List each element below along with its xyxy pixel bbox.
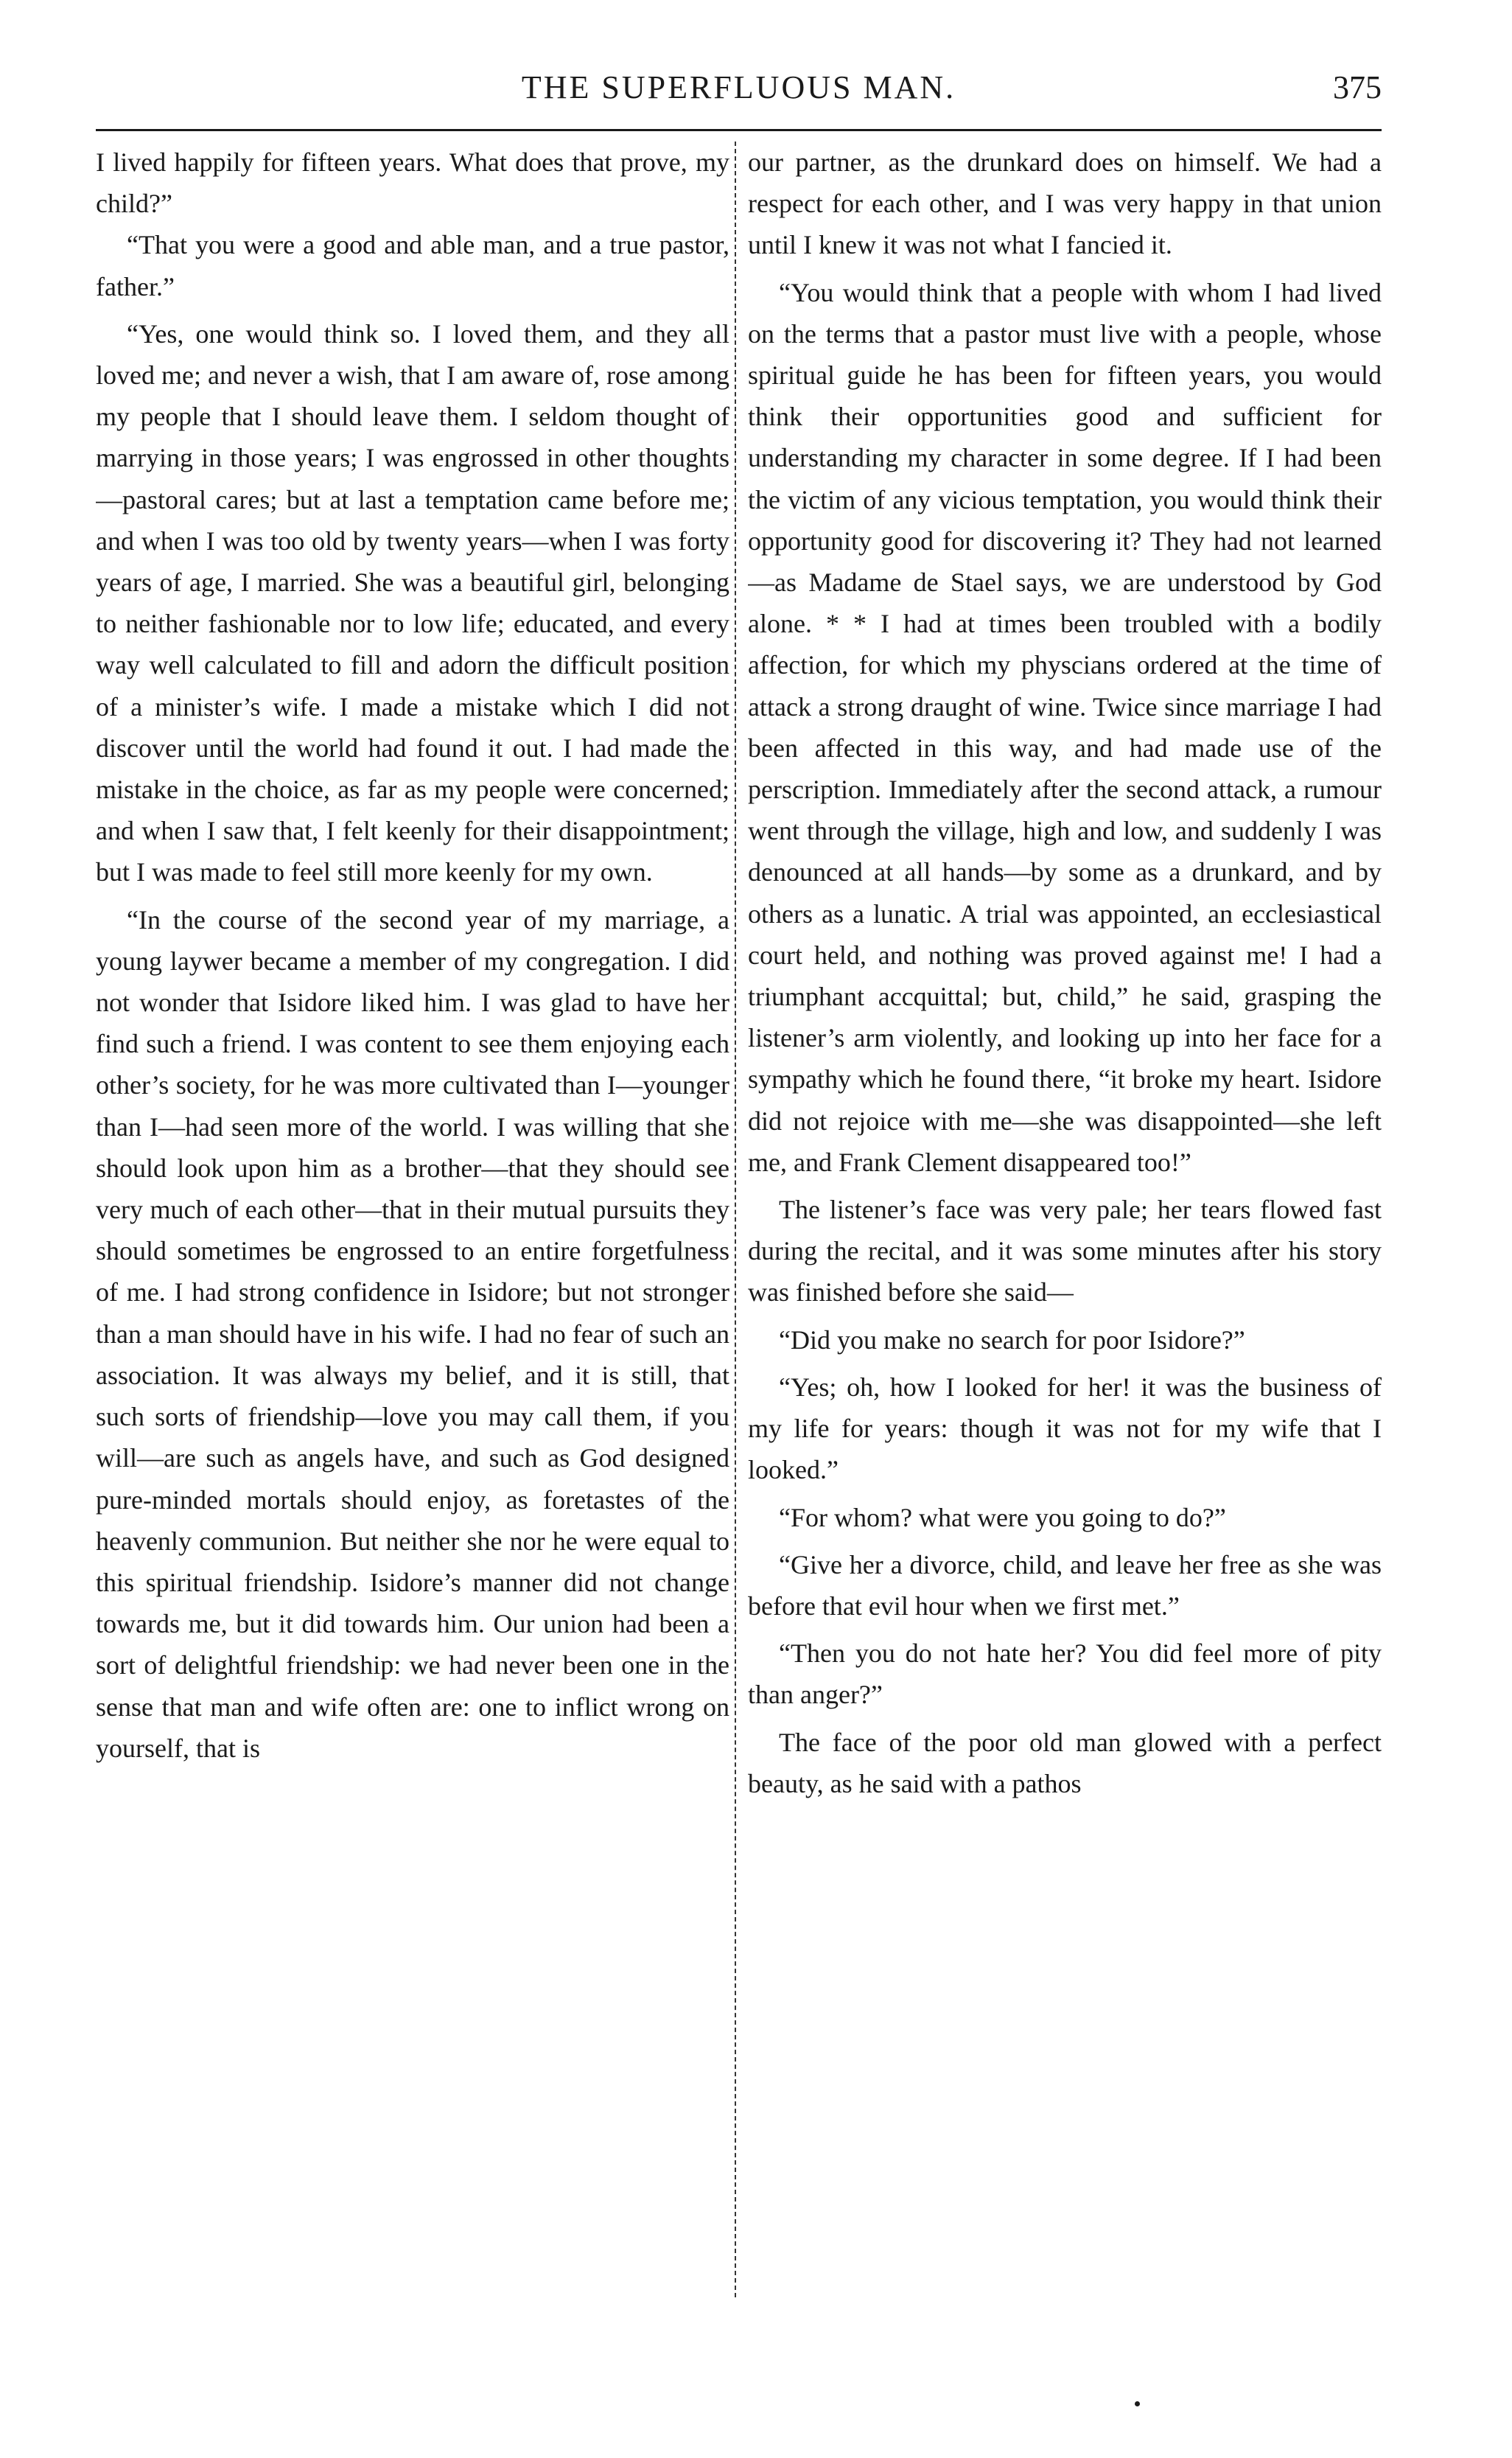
- right-paragraph-2: “You would think that a people with whom I had lived on the terms that a pastor must live with a people, whose spiritual guide he has been for fifteen years, you would think their opportunities good and sufficient for understanding my character in some degree. If I had been the victim of any vicious temptation, you would think their opportunity good for discovering it? They had not learned—as Madame de Stael says, we are understood by God alone. * * I had at times been troubled with a bodily affection, for which my physcians ordered at the time of attack a strong draught of wine. Twice since marriage I had been affected in this way, and had made use of the perscription. Immediately after the second attack, a rumour went through the village, high and low, and suddenly I was denounced at all hands—by some as a drunkard, and by others as a lunatic. A trial was appointed, an ecclesiastical court held, and nothing was proved against me! I had a triumphant accquittal; but, child,” he said, grasping the listener’s arm violently, and looking up into her face for a sympathy which he found there, “it broke my heart. Isidore did not rejoice with me—she was disappointed—she left me, and Frank Clement disappeared too!”: [748, 277, 1382, 1177]
- right-paragraph-9: The face of the poor old man glowed with a perfect beauty, as he said with a pathos: [748, 1727, 1382, 1798]
- right-paragraph-5: “Yes; oh, how I looked for her! it was the business of my life for years: though it was not for my wife that I looked.”: [748, 1372, 1382, 1485]
- column-divider: [735, 142, 736, 2297]
- right-paragraph-7: “Give her a divorce, child, and leave her free as she was before that evil hour when we first met.”: [748, 1549, 1382, 1621]
- right-column: [748, 142, 1382, 2301]
- left-paragraph-1: I lived happily for fifteen years. What does that prove, my child?”: [96, 147, 729, 219]
- right-paragraph-3: The listener’s face was very pale; her tears flowed fast during the recital, and it was some minutes after his story was finished before she said—: [748, 1195, 1382, 1307]
- running-title: THE SUPERFLUOUS MAN.: [521, 69, 956, 105]
- left-paragraph-2: “That you were a good and able man, and a true pastor, father.”: [96, 230, 729, 301]
- right-paragraph-8: “Then you do not hate her? You did feel more of pity than anger?”: [748, 1638, 1382, 1710]
- left-paragraph-3: “Yes, one would think so. I loved them, and they all loved me; and never a wish, that I am aware of, rose among my people that I should leave them. I seldom thought of marrying in those years; I was engrossed in other thoughts—pastoral cares; but at last a temptation came before me; and when I was too old by twenty years—when I was forty years of age, I married. She was a beautiful girl, belonging to neither fashionable nor to low life; educated, and every way well calculated to fill and adorn the difficult position of a minister’s wife. I made a mistake which I did not discover until the world had found it out. I had made the mistake in the choice, as far as my people were concerned; and when I saw that, I felt keenly for their disappointment; but I was made to feel still more keenly for my own.: [96, 318, 729, 887]
- right-paragraph-1: our partner, as the drunkard does on himself. We had a respect for each other, and I was very happy in that union until I knew it was not what I fancied it.: [748, 147, 1382, 260]
- right-paragraph-4: “Did you make no search for poor Isidore?”: [779, 1324, 1245, 1355]
- right-paragraph-6: “For whom? what were you going to do?”: [779, 1502, 1226, 1532]
- left-column: [96, 142, 729, 2301]
- left-paragraph-4: “In the course of the second year of my marriage, a young laywer became a member of my congregation. I did not wonder that Isidore liked him. I was glad to have her find such a friend. I was content to see them enjoying each other’s society, for he was more cultivated than I—younger than I—had seen more of the world. I was willing that she should look upon him as a brother—that they should see very much of each other—that in their mutual pursuits they should sometimes be engrossed to an entire forgetfulness of me. I had strong confidence in Isidore; but not stronger than a man should have in his wife. I had no fear of such an association. It was always my belief, and it is still, that such sorts of friendship—love you may call them, if you will—are such as angels have, and such as God designed pure-minded mortals should enjoy, as foretastes of the heavenly communion. But neither she nor he were equal to this spiritual friendship. Isidore’s manner did not change towards me, but it did towards him. Our union had been a sort of delightful friendship: we had never been one in the sense that man and wife often are: one to inflict wrong on yourself, that is: [96, 904, 729, 1763]
- ink-speck: [1135, 2401, 1140, 2406]
- header-rule: [96, 129, 1382, 131]
- page-number: 375: [1333, 69, 1382, 105]
- page-header: [96, 63, 1382, 114]
